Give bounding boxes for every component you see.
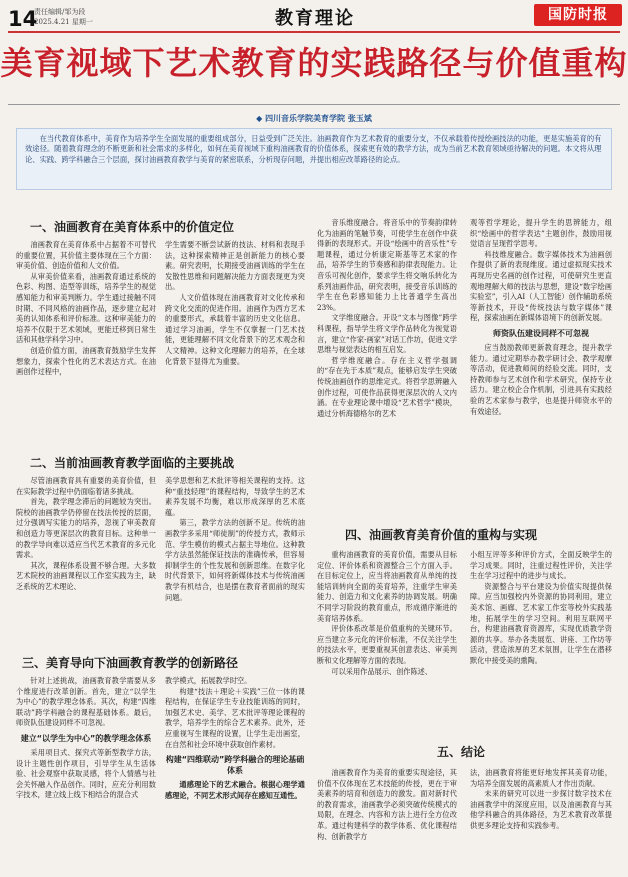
paragraph: 其次，课程体系设置不够合理。大多数艺术院校的油画课程以工作室实践为主，缺乏系统的艺术理论、 <box>16 560 156 591</box>
column-1-bottom <box>16 676 156 801</box>
subheading: 构建“四维联动”跨学科融合的理论基础体系 <box>165 755 305 776</box>
header-rule <box>8 31 620 33</box>
paragraph: 法，油画教育将能更好地发挥其美育功能，为培养全面发展的高素质人才作出贡献。 <box>470 768 612 788</box>
column-4-top <box>470 218 612 417</box>
column-3-top <box>317 218 457 419</box>
paragraph: 针对上述挑战，油画教育教学需要从多个维度进行改革创新。首先，建立“以学生为中心”的教学理念体系。其次，构建“四维联动”跨学科融合的课程基础体系。最后，师资队伍建设同样不可忽视。 <box>16 676 156 728</box>
paragraph: 评价体系改革是价值重构的关键环节。应当建立多元化的评价标准，不仅关注学生的技法水平，更要重视其创意表达、审美判断和文化理解等方面的表现。 <box>317 624 457 665</box>
column-2-bottom <box>165 676 305 801</box>
subheading: 师资队伍建设同样不可忽视 <box>493 328 589 338</box>
heading-section-5: 五、结论 <box>437 745 486 759</box>
section-title: 教育理论 <box>275 8 355 29</box>
heading-section-2: 二、当前油画教育教学面临的主要挑战 <box>30 456 235 470</box>
paragraph: 油画教育作为美育的重要实现途径，其价值不仅体现在艺术技能的传授，更在于审美素养的培育和创造力的激发。面对新时代的教育需求，油画教学必须突破传统模式的局限，在理念、内容和方法上进行全方位改革。通过构建科学的教学体系、优化课程结构、创新教学方 <box>317 768 457 841</box>
paragraph: 哲学维度融合。存在主义哲学强调的“存在先于本质”观点，能够启发学生突破传统油画创作的思维定式。将哲学思辨融入创作过程，可使作品获得更深层次的人文内涵。在专业理论课中增设“艺术哲学”模块，通过分析海德格尔的艺术 <box>317 355 457 418</box>
abstract-box: 在当代教育体系中，美育作为培养学生全面发展的重要组成部分，日益受到广泛关注。油画教育作为艺术教育的重要分支，不仅承载着传授绘画技法的功能，更是实施美育的有效途径。随着教育理念的不断更新和社会需求的多样化，如何在美育视域下重构油画教育的价值体系，探索更有效的教学方法，成为当前艺术教育领域亟待解决的问题。本文将从理论、实践、跨学科融合三个层面，探讨油画教育教学与美育的紧密联系，分析现存问题，并提出相应改革路径的论点。 <box>16 128 612 190</box>
title-divider <box>8 104 620 105</box>
paragraph: 科技维度融合。数字媒体技术为油画创作提供了新的表现维度。通过虚拟现实技术再现历史名画的创作过程，可使研究生更直观地理解大师的技法与思想，建设“数字绘画实验室”，引入AI（人工智能）创作辅助系统等新技术，开设“传统技法与数字媒体”课程，探索油画在新媒体语境下的创新发展。 <box>470 249 612 323</box>
column-1-mid <box>16 476 156 593</box>
page-number: 14 <box>8 7 38 31</box>
paragraph: 可以采用作品展示、创作陈述、 <box>331 666 433 676</box>
byline: ◆ 四川音乐学院美育学院 张玉斌 <box>256 114 372 123</box>
column-2-top <box>165 240 305 367</box>
paragraph: 学生需要不断尝试新的技法、材料和表现手法，这种探索精神正是创新能力的核心要素。研究表明，长期接受油画训练的学生在发散性思维和问题解决能力方面表现更为突出。 <box>165 240 305 292</box>
paragraph: 第三，教学方法的创新不足。传统的油画教学多采用“师徒制”的传授方式，教师示范、学生模仿的模式占据主导地位。这种教学方法虽然能保证技法的准确传承，但容易抑制学生的个性发展和创新思维。在数字化时代背景下，如何将新媒体技术与传统油画教学有机结合，也是摆在教育者面前的现实问题。 <box>165 518 305 602</box>
paragraph: 重构油画教育的美育价值，需要从目标定位、评价体系和资源整合三个方面入手。在目标定位上，应当将油画教育从单纯的技能培训转向全面的美育培养，注重学生审美能力、创造力和文化素养的协调发展。明确不同学习阶段的教育重点，形成循序渐进的美育培养体系。 <box>317 550 457 623</box>
heading-section-4: 四、油画教育美育价值的重构与实现 <box>345 528 538 542</box>
paragraph: 应当鼓励教师更新教育理念，提升教学能力。通过定期举办教学研讨会、教学观摩等活动，促进教师间的经验交流。同时，支持教师参与艺术创作和学术研究，保持专业活力。建立校企合作机制，引进具有实践经验的艺术家参与教学，也是提升师资水平的有效途径。 <box>470 342 612 416</box>
paragraph: 通感理论下的艺术融合。根据心理学通感理论，不同艺术形式间存在感知互通性。 <box>165 780 305 800</box>
date-line: 2025.4.21 星期一 <box>34 18 93 26</box>
column-1-top <box>16 240 156 378</box>
subheading: 建立“以学生为中心”的教学理念体系 <box>20 733 152 743</box>
paragraph: 资源整合与平台建设为价值实现提供保障。应当加强校内外资源的协同利用，建立美术馆、画廊、艺术家工作室等校外实践基地，拓展学生的学习空间。利用互联网平台，构建油画教育资源库，实现优质教学资源的共享。举办各类展览、讲座、工作坊等活动，营造浓厚的艺术氛围，让学生在潜移默化中接受美的熏陶。 <box>470 581 612 665</box>
newspaper-logo: 国防时报 <box>534 4 622 26</box>
heading-section-3: 三、美育导向下油画教育教学的创新路径 <box>22 656 239 670</box>
paragraph: 文学维度融合。开设“文本与图像”跨学科课程，指导学生将文学作品转化为视觉语言，建立“作家-画家”对话工作坊，促进文学思维与视觉表达的相互启发。 <box>317 313 457 355</box>
paragraph: 未来的研究可以进一步探讨数字技术在油画教学中的深度应用，以及油画教育与其他学科融合的具体路径，为艺术教育改革提供更多理论支持和实践参考。 <box>470 789 612 830</box>
column-3-bottom <box>317 768 457 842</box>
column-2-mid <box>165 476 305 603</box>
column-4-bottom <box>470 768 612 832</box>
paragraph: 观等哲学理论，提升学生的思辨能力，组织“绘画中的哲学表达”主题创作，鼓励用视觉语言呈现哲学思考。 <box>470 218 612 249</box>
paragraph: 首先，教学理念滞后的问题较为突出。院校的油画教学仍停留在技法传授的层面，过分强调写实能力的培养，忽视了审美教育和创造力等更深层次的教育目标。这种单一的教学导向难以适应当代艺术教育的多元化需求。 <box>16 497 156 560</box>
article-title: 美育视域下艺术教育的实践路径与价值重构 <box>0 44 628 82</box>
paragraph: 从审美价值来看，油画教育通过系统的色彩、构图、造型等训练，培养学生的视觉感知能力和审美判断力。学生通过接触不同时期、不同风格的油画作品，逐步建立起对美的认知体系和评价标准。这种审美能力的培养不仅限于艺术领域，更能迁移到日常生活和其他学科学习中。 <box>16 271 156 345</box>
paragraph: 油画教育在美育体系中占据着不可替代的重要位置，其价值主要体现在三个方面：审美价值、创造价值和人文价值。 <box>16 240 156 271</box>
paragraph: 美学思想和艺术批评等相关课程的支持。这种“重技轻理”的课程结构，导致学生的艺术素养发展不均衡，难以形成深厚的艺术底蕴。 <box>165 476 305 517</box>
paragraph: 人文价值体现在油画教育对文化传承和跨文化交流的促进作用。油画作为西方艺术的重要形式，承载着丰富的历史文化信息。通过学习油画，学生不仅掌握一门艺术技能，更能理解不同文化背景下的艺术观念和人文精神。这种文化理解力的培养，在全球化背景下显得尤为重要。 <box>165 292 305 366</box>
editor-line: 责任编辑/邹为段 <box>34 8 86 16</box>
paragraph: 尽管油画教育具有重要的美育价值，但在实际教学过程中仍面临着诸多挑战。 <box>16 476 156 496</box>
paragraph: 音乐维度融合。将音乐中的节奏韵律转化为油画的笔触节奏，可使学生在创作中获得新的表现形式。开设“绘画中的音乐性”专题课程，通过分析康定斯基等艺术家的作品，培养学生的节奏感和韵律表现能力。让音乐可视化创作，要求学生将交响乐转化为系列油画作品，研究表明，接受音乐训练的学生在色彩感知能力上比普通学生高出23%。 <box>317 218 457 312</box>
paragraph: 构建“技法＋理论＋实践”三位一体的课程结构，在保证学生专业技能训练的同时，加强艺术史、美学、艺术批评等理论课程的教学，培养学生的综合艺术素养。此外，还应重视写生课程的设置，让学生走出画室，在自然和社会环境中获取创作素材。 <box>165 686 305 749</box>
paragraph: 小组互评等多种评价方式，全面反映学生的学习成果。同时，注重过程性评价，关注学生在学习过程中的进步与成长。 <box>470 550 612 581</box>
paragraph: 采用项目式、探究式等新型教学方法，设计主题性创作项目，引导学生从生活体验、社会观察中获取灵感，将个人情感与社会关怀融入作品创作。同时，应充分利用数字技术，建立线上线下相结合的混合式 <box>16 747 156 800</box>
paragraph: 创造价值方面，油画教育鼓励学生发挥想象力，探索个性化的艺术表达方式。在油画创作过程中， <box>16 345 156 377</box>
heading-section-1: 一、油画教育在美育体系中的价值定位 <box>30 220 235 234</box>
paragraph: 教学模式，拓展教学时空。 <box>165 676 252 685</box>
column-3-mid <box>317 550 457 677</box>
column-4-mid <box>470 550 612 667</box>
